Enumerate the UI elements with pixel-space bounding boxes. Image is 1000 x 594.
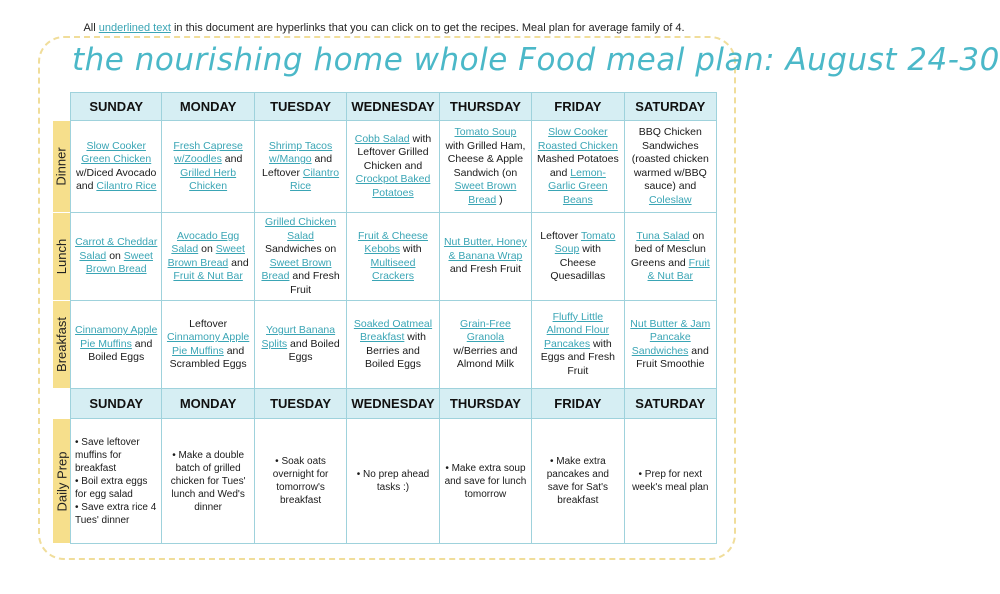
note-prefix: All bbox=[83, 22, 99, 34]
day-header: TUESDAY bbox=[255, 92, 347, 121]
breakfast-sunday: Cinnamony Apple Pie Muffins and Boiled Eggs bbox=[70, 301, 162, 389]
prep-tuesday: • Soak oats overnight for tomorrow's breakfast bbox=[255, 419, 347, 544]
day-header: MONDAY bbox=[162, 389, 254, 419]
dinner-thursday: Tomato Soup with Grilled Ham, Cheese & Apple Sandwich (on Sweet Brown Bread ) bbox=[440, 121, 532, 213]
row-label-daily-prep: Daily Prep bbox=[53, 419, 70, 544]
prep-sunday: • Save leftover muffins for breakfast • Boil extra eggs for egg salad • Save extra rice 4 Tues' dinner bbox=[70, 419, 162, 544]
breakfast-friday: Fluffy Little Almond Flour Pancakes with Eggs and Fresh Fruit bbox=[532, 301, 624, 389]
prep-saturday: • Prep for next week's meal plan bbox=[625, 419, 717, 544]
dinner-friday: Slow Cooker Roasted Chicken Mashed Potatoes and Lemon-Garlic Green Beans bbox=[532, 121, 624, 213]
day-header: WEDNESDAY bbox=[347, 389, 439, 419]
breakfast-saturday: Nut Butter & Jam Pancake Sandwiches and Fruit Smoothie bbox=[625, 301, 717, 389]
dinner-sunday: Slow Cooker Green Chicken w/Diced Avocado and Cilantro Rice bbox=[70, 121, 162, 213]
breakfast-thursday: Grain-Free Granola w/Berries and Almond Milk bbox=[440, 301, 532, 389]
lunch-tuesday: Grilled Chicken Salad Sandwiches on Sweet Brown Bread and Fresh Fruit bbox=[255, 213, 347, 301]
day-header: THURSDAY bbox=[440, 389, 532, 419]
prep-wednesday: • No prep ahead tasks :) bbox=[347, 419, 439, 544]
day-header: SUNDAY bbox=[70, 92, 162, 121]
dinner-monday: Fresh Caprese w/Zoodles and Grilled Herb Chicken bbox=[162, 121, 254, 213]
dinner-tuesday: Shrimp Tacos w/Mango and Leftover Cilantro Rice bbox=[255, 121, 347, 213]
meal-plan-table bbox=[53, 92, 717, 544]
day-header: FRIDAY bbox=[532, 389, 624, 419]
corner-cell bbox=[53, 389, 70, 419]
breakfast-wednesday: Soaked Oatmeal Breakfast with Berries and Boiled Eggs bbox=[347, 301, 439, 389]
row-label-breakfast: Breakfast bbox=[53, 301, 70, 389]
row-label-lunch: Lunch bbox=[53, 213, 70, 301]
breakfast-monday: Leftover Cinnamony Apple Pie Muffins and Scrambled Eggs bbox=[162, 301, 254, 389]
day-header: WEDNESDAY bbox=[347, 92, 439, 121]
breakfast-tuesday: Yogurt Banana Splits and Boiled Eggs bbox=[255, 301, 347, 389]
page-title: the nourishing home whole Food meal plan: August 24-30 bbox=[72, 42, 1000, 78]
day-header: SATURDAY bbox=[625, 92, 717, 121]
dinner-saturday: BBQ Chicken Sandwiches (roasted chicken warmed w/BBQ sauce) and Coleslaw bbox=[625, 121, 717, 213]
lunch-friday: Leftover Tomato Soup with Cheese Quesadillas bbox=[532, 213, 624, 301]
lunch-sunday: Carrot & Cheddar Salad on Sweet Brown Bread bbox=[70, 213, 162, 301]
day-header: SUNDAY bbox=[70, 389, 162, 419]
dinner-wednesday: Cobb Salad with Leftover Grilled Chicken and Crockpot Baked Potatoes bbox=[347, 121, 439, 213]
prep-friday: • Make extra pancakes and save for Sat's breakfast bbox=[532, 419, 624, 544]
prep-monday: • Make a double batch of grilled chicken for Tues' lunch and Wed's dinner bbox=[162, 419, 254, 544]
corner-cell bbox=[53, 92, 70, 121]
day-header: SATURDAY bbox=[625, 389, 717, 419]
underlined-text-link[interactable]: underlined text bbox=[98, 22, 171, 34]
day-header: TUESDAY bbox=[255, 389, 347, 419]
day-header: FRIDAY bbox=[532, 92, 624, 121]
lunch-saturday: Tuna Salad on bed of Mesclun Greens and Fruit & Nut Bar bbox=[625, 213, 717, 301]
prep-thursday: • Make extra soup and save for lunch tomorrow bbox=[440, 419, 532, 544]
row-label-dinner: Dinner bbox=[53, 121, 70, 213]
lunch-thursday: Nut Butter, Honey & Banana Wrap and Fresh Fruit bbox=[440, 213, 532, 301]
lunch-wednesday: Fruit & Cheese Kebobs with Multiseed Crackers bbox=[347, 213, 439, 301]
lunch-monday: Avocado Egg Salad on Sweet Brown Bread and Fruit & Nut Bar bbox=[162, 213, 254, 301]
instructions-note bbox=[0, 22, 768, 34]
note-suffix: in this document are hyperlinks that you can click on to get the recipes. Meal plan for average family of 4. bbox=[170, 22, 685, 34]
day-header: MONDAY bbox=[162, 92, 254, 121]
day-header: THURSDAY bbox=[440, 92, 532, 121]
